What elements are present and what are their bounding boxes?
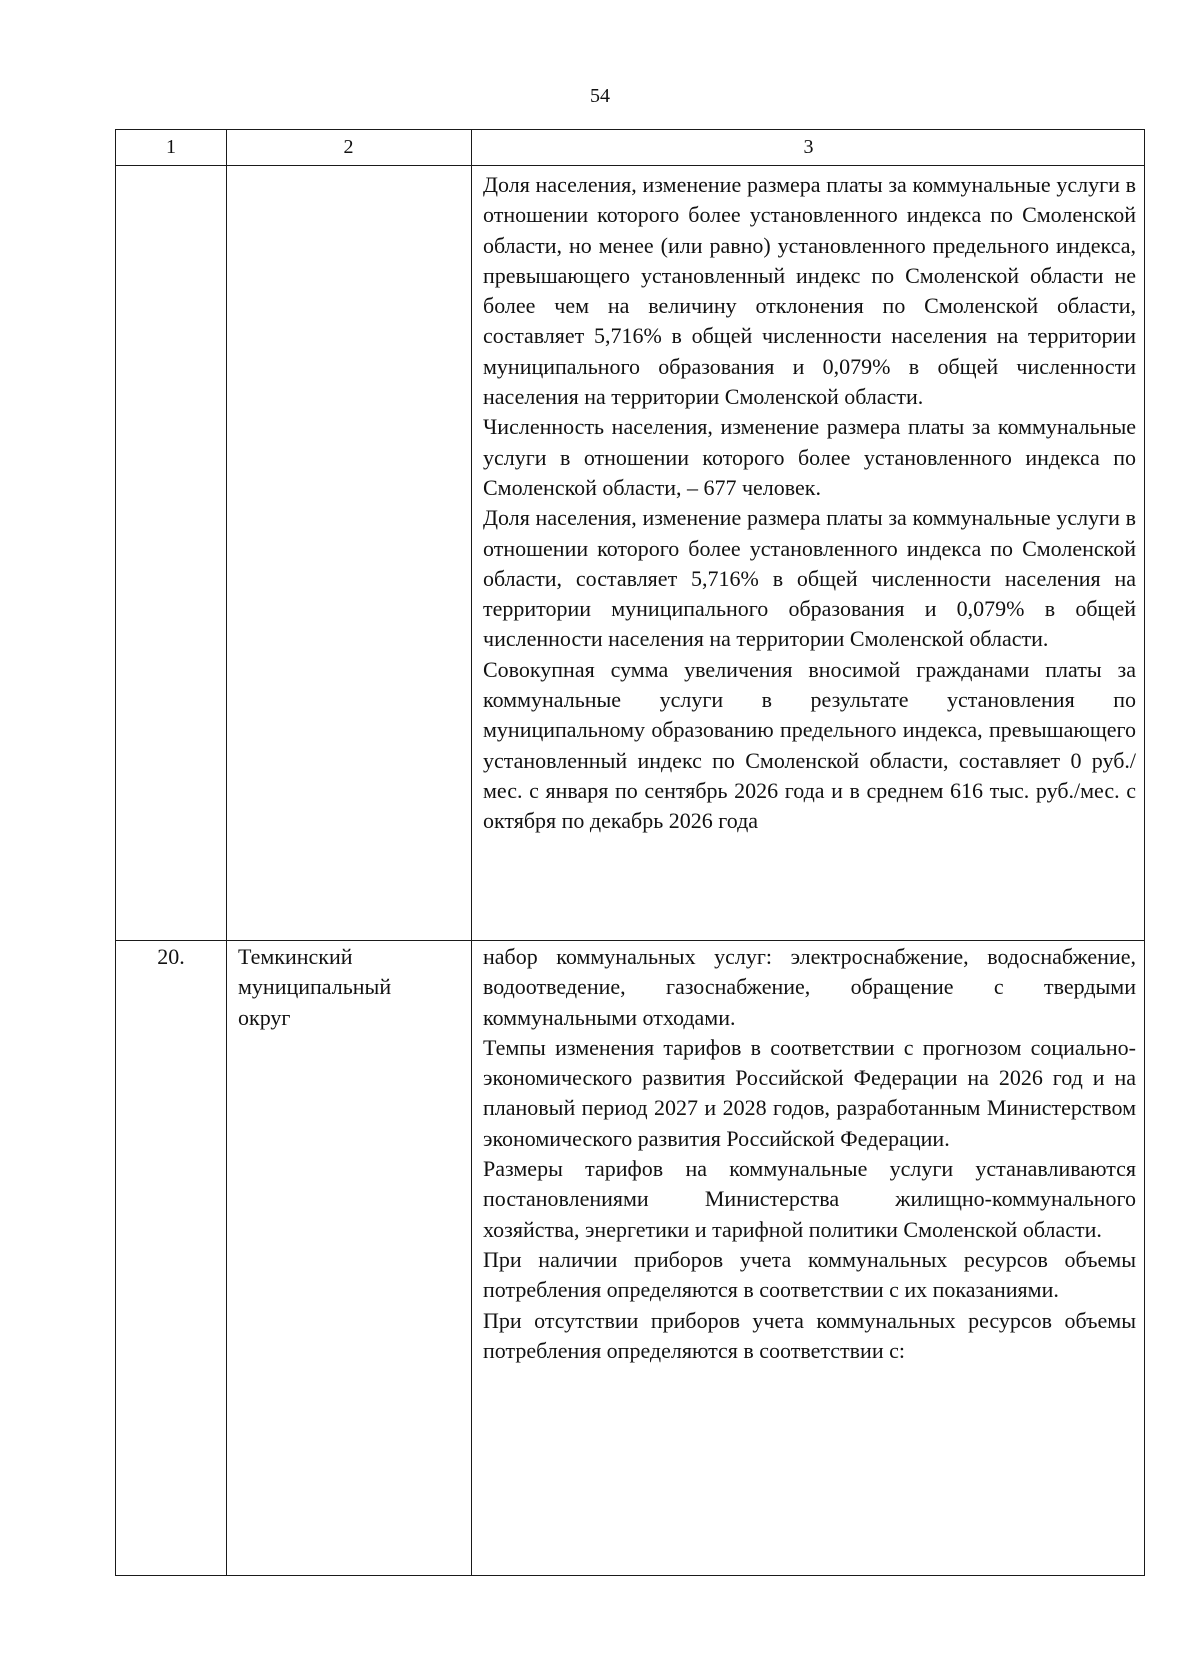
paragraph: Размеры тарифов на коммунальные услуги устанавливаются постановлениями Министерства жилищно-коммунального хозяйства, энергетики и тарифной политики Смоленской области.	[483, 1156, 1136, 1242]
document-table	[115, 129, 1145, 1576]
paragraph: Темпы изменения тарифов в соответствии с прогнозом социально-экономического развития Российской Федерации на 2026 год и на плановый период 2027 и 2028 годов, разработанным Министерством экономического развития Российской Федерации.	[483, 1034, 1136, 1151]
municipality-name-line: округ	[238, 1004, 291, 1030]
municipality-name	[238, 942, 463, 1033]
page-number: 54	[590, 85, 610, 107]
column-divider-2	[471, 130, 472, 1575]
paragraph: Численность населения, изменение размера платы за коммунальные услуги в отношении которого более установленного индекса по Смоленской области, – 677 человек.	[483, 414, 1136, 500]
paragraph: При наличии приборов учета коммунальных ресурсов объемы потребления определяются в соответствии с их показаниями.	[483, 1246, 1136, 1303]
continued-row-description	[483, 170, 1136, 837]
row-20-divider	[116, 940, 1144, 941]
paragraph: Доля населения, изменение размера платы за коммунальные услуги в отношении которого более установленного индекса по Смоленской области, составляет 5,716% в общей численности населения на территории муниципального образования и 0,079% в общей численности населения на территории Смоленской области.	[483, 505, 1136, 652]
column-header-3: 3	[803, 136, 814, 158]
header-row-divider	[116, 165, 1144, 166]
municipality-name-line: Темкинский	[238, 944, 353, 969]
paragraph: Совокупная сумма увеличения вносимой гражданами платы за коммунальные услуги в результате установления по муниципальному образованию предельного индекса, превышающего установленный индекс по Смоленской области, составляет 0 руб./мес. с января по сентябрь 2026 года и в среднем 616 тыс. руб./мес. с октября по декабрь 2026 года	[483, 656, 1136, 834]
row-number: 20.	[157, 944, 185, 969]
paragraph: Доля населения, изменение размера платы за коммунальные услуги в отношении которого более установленного индекса по Смоленской области, но менее (или равно) установленного предельного индекса, превышающего установленный индекс по Смоленской области не более чем на величину отклонения по Смоленской области, составляет 5,716% в общей численности населения на территории муниципального образования и 0,079% в общей численности населения на территории Смоленской области.	[483, 172, 1136, 410]
column-header-2: 2	[343, 136, 354, 158]
paragraph: набор коммунальных услуг: электроснабжение, водоснабжение, водоотведение, газоснабжение, обращение с твердыми коммунальными отходами.	[483, 944, 1136, 1030]
paragraph: При отсутствии приборов учета коммунальных ресурсов объемы потребления определяются в соответствии с:	[483, 1307, 1136, 1363]
municipality-name-line: муниципальный	[238, 974, 392, 1000]
column-header-1: 1	[166, 136, 176, 158]
row-20-description	[483, 942, 1136, 1366]
column-divider-1	[226, 130, 227, 1575]
